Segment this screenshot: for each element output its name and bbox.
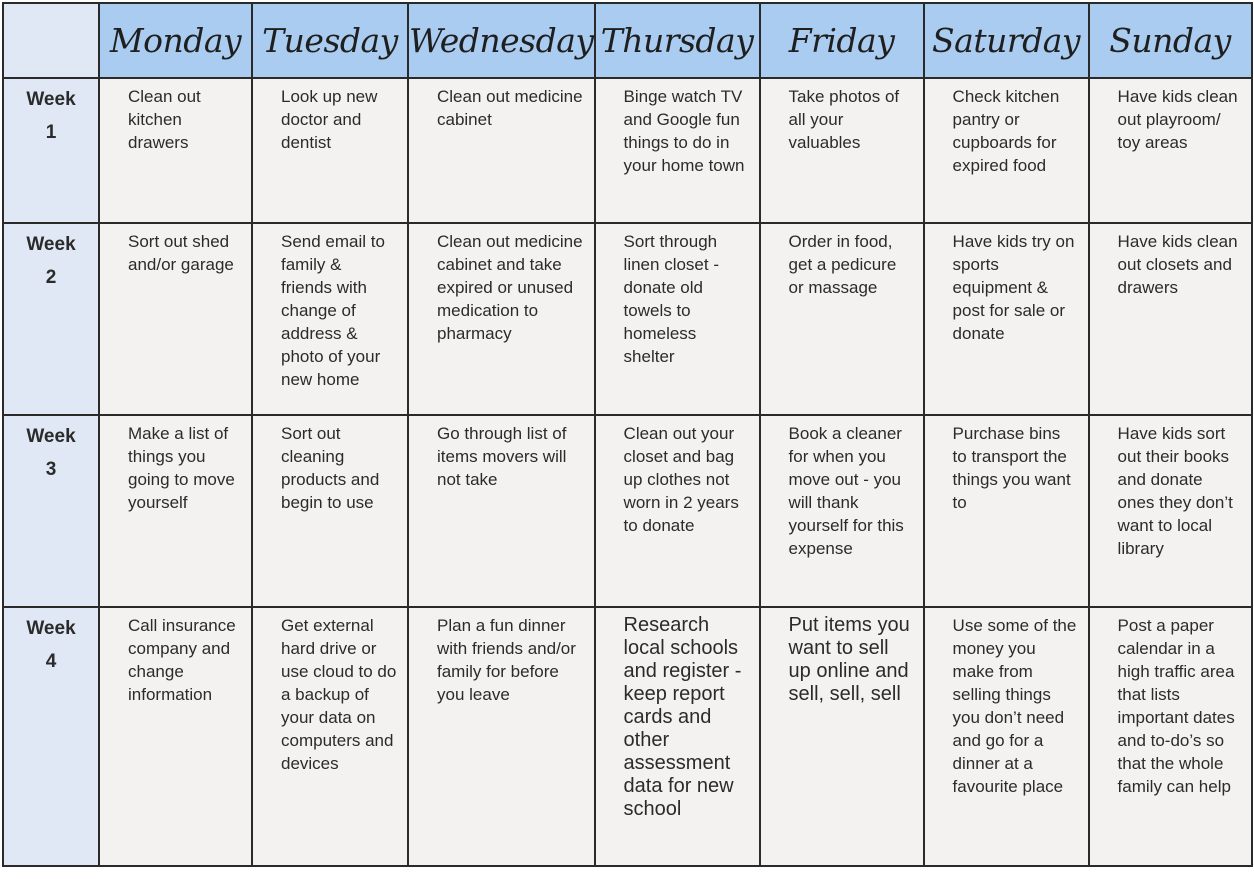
day-header-monday: Monday [99,3,252,78]
task-cell: Check kitchen pantry or cupboards for expired food [924,78,1089,223]
task-cell: Order in food, get a pedicure or massage [760,223,924,415]
task-cell: Make a list of things you going to move yourself [99,415,252,607]
week-number: 4 [45,651,57,672]
task-cell: Have kids clean out playroom/ toy areas [1089,78,1252,223]
week-label-1 [3,78,99,223]
task-cell: Send email to family & friends with change of address & photo of your new home [252,223,408,415]
task-cell: Call insurance company and change information [99,607,252,866]
task-cell: Look up new doctor and dentist [252,78,408,223]
task-cell: Take photos of all your valuables [760,78,924,223]
task-cell: Book a cleaner for when you move out - you will thank yourself for this expense [760,415,924,607]
week-row-2 [3,223,1252,415]
week-number: 1 [45,122,57,143]
task-cell: Use some of the money you make from selling things you don’t need and go for a dinner at a favourite place [924,607,1089,866]
week-label-text: Week [26,234,76,255]
day-header-saturday: Saturday [924,3,1089,78]
task-cell: Have kids clean out closets and drawers [1089,223,1252,415]
week-row-4 [3,607,1252,866]
week-label-text: Week [26,618,76,639]
task-cell: Have kids sort out their books and donate ones they don’t want to local library [1089,415,1252,607]
task-cell: Binge watch TV and Google fun things to do in your home town [595,78,760,223]
week-label-3 [3,415,99,607]
week-row-1 [3,78,1252,223]
week-label-text: Week [26,89,76,110]
week-row-3 [3,415,1252,607]
week-number: 3 [45,459,57,480]
task-cell: Clean out kitchen drawers [99,78,252,223]
moving-planner-table [2,2,1253,867]
task-cell: Go through list of items movers will not take [408,415,595,607]
week-label-2 [3,223,99,415]
week-label-text: Week [26,426,76,447]
day-header-wednesday: Wednesday [408,3,595,78]
task-cell: Purchase bins to transport the things you want to [924,415,1089,607]
corner-cell [3,3,99,78]
task-cell: Clean out medicine cabinet and take expired or unused medication to pharmacy [408,223,595,415]
task-cell: Put items you want to sell up online and sell, sell, sell [760,607,924,866]
day-header-row [3,3,1252,78]
task-cell: Sort out shed and/or garage [99,223,252,415]
task-cell: Clean out medicine cabinet [408,78,595,223]
week-number: 2 [45,267,57,288]
task-cell: Sort out cleaning products and begin to use [252,415,408,607]
task-cell: Clean out your closet and bag up clothes not worn in 2 years to donate [595,415,760,607]
task-cell: Plan a fun dinner with friends and/or family for before you leave [408,607,595,866]
task-cell: Sort through linen closet - donate old towels to homeless shelter [595,223,760,415]
day-header-tuesday: Tuesday [252,3,408,78]
day-header-friday: Friday [760,3,924,78]
week-label-4 [3,607,99,866]
task-cell: Have kids try on sports equipment & post for sale or donate [924,223,1089,415]
day-header-sunday: Sunday [1089,3,1252,78]
task-cell: Research local schools and register - keep report cards and other assessment data for new school [595,607,760,866]
day-header-thursday: Thursday [595,3,760,78]
task-cell: Get external hard drive or use cloud to do a backup of your data on computers and devices [252,607,408,866]
task-cell: Post a paper calendar in a high traffic area that lists important dates and to-do’s so that the whole family can help [1089,607,1252,866]
